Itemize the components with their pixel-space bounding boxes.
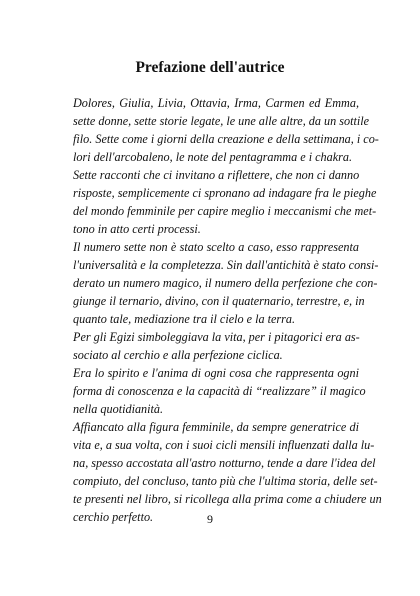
text-line: giunge il ternario, divino, con il quaternario, terrestre, e, in bbox=[73, 294, 365, 308]
text-line: forma di conoscenza e la capacità di “realizzare” il magico bbox=[73, 384, 366, 398]
text-line: l'universalità e la completezza. Sin dall'antichità è stato consi- bbox=[73, 258, 379, 272]
paragraph bbox=[61, 94, 379, 166]
preface-body bbox=[61, 94, 382, 526]
text-line: tono in atto certi processi. bbox=[73, 222, 201, 236]
paragraph bbox=[61, 166, 377, 238]
paragraph bbox=[61, 238, 379, 328]
text-line: Sette racconti che ci invitano a riflettere, che non ci danno bbox=[73, 168, 360, 182]
text-line: filo. Sette come i giorni della creazione e della settimana, i co- bbox=[73, 132, 379, 146]
page-number: 9 bbox=[207, 512, 213, 526]
paragraph bbox=[61, 364, 366, 418]
text-line: Era lo spirito e l'anima di ogni cosa che rappresenta ogni bbox=[73, 366, 359, 380]
text-line: nella quotidianità. bbox=[73, 402, 164, 416]
text-line: vita e, a sua volta, con i suoi cicli mensili influenzati dalla lu- bbox=[73, 438, 375, 452]
text-line: sette donne, sette storie legate, le une alle altre, da un sottile bbox=[73, 114, 370, 128]
paragraph bbox=[61, 328, 359, 364]
text-line: Dolores, Giulia, Livia, Ottavia, Irma, Carmen ed Emma, bbox=[73, 96, 359, 110]
text-line: na, spesso accostata all'astro notturno, tende a dare l'idea del bbox=[73, 456, 376, 470]
chapter-title: Prefazione dell'autrice bbox=[135, 59, 285, 76]
text-line: te presenti nel libro, si ricollega alla prima come a chiudere un bbox=[73, 492, 382, 506]
text-line: compiuto, del concluso, tanto più che l'ultima storia, delle set- bbox=[73, 474, 378, 488]
text-line: quanto tale, mediazione tra il cielo e la terra. bbox=[73, 312, 296, 326]
text-line: Per gli Egizi simboleggiava la vita, per i pitagorici era as- bbox=[73, 330, 360, 344]
text-line: risposte, semplicemente ci spronano ad indagare fra le pieghe bbox=[73, 186, 377, 200]
text-line: lori dell'arcobaleno, le note del pentagramma e i chakra. bbox=[73, 150, 353, 164]
text-line: Affiancato alla figura femminile, da sempre generatrice di bbox=[73, 420, 359, 434]
paragraph bbox=[61, 418, 382, 526]
text-line: cerchio perfetto. bbox=[73, 510, 154, 524]
text-line: del mondo femminile per capire meglio i meccanismi che met- bbox=[73, 204, 377, 218]
text-line: sociato al cerchio e alla perfezione ciclica. bbox=[73, 348, 283, 362]
text-line: Il numero sette non è stato scelto a caso, esso rappresenta bbox=[73, 240, 359, 254]
text-line: derato un numero magico, il numero della perfezione che con- bbox=[73, 276, 378, 290]
